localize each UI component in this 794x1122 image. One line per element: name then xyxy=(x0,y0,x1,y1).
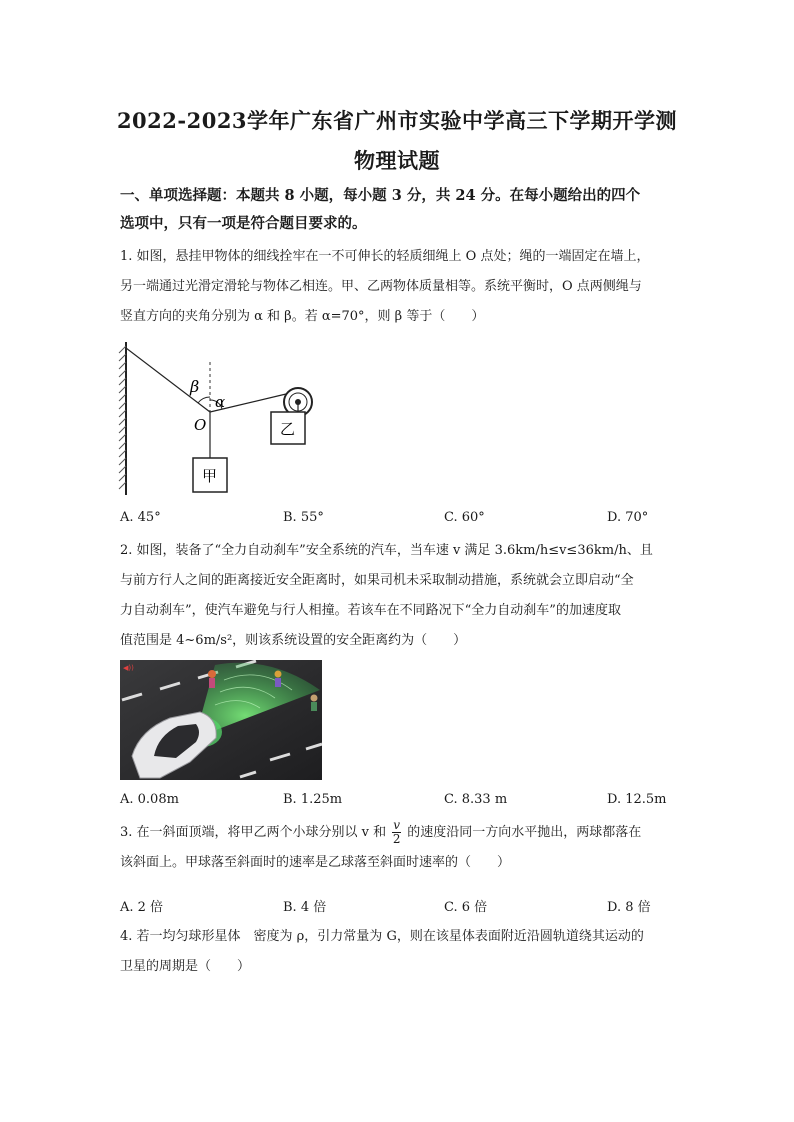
question-1-options xyxy=(120,510,680,530)
alert-icon: ◀)) xyxy=(123,664,134,672)
question-1-text xyxy=(120,242,680,332)
question-3-line2: 该斜面上。甲球落至斜面时的速率是乙球落至斜面时速率的（ ） xyxy=(120,855,511,870)
question-3-text xyxy=(120,818,680,878)
question-1-figure xyxy=(118,340,328,500)
pulley-axle xyxy=(295,399,301,405)
exam-title-line2: 物理试题 xyxy=(354,148,440,173)
q2-option-b: B. 1.25m xyxy=(283,792,343,807)
q2-option-c: C. 8.33 m xyxy=(444,792,508,807)
q2-option-a: A. 0.08m xyxy=(120,792,179,807)
pedestrian-3-icon xyxy=(311,695,318,702)
question-3-options xyxy=(120,896,680,916)
q3-option-c: C. 6 倍 xyxy=(444,900,488,915)
question-3-line1 xyxy=(120,818,680,848)
beta-arc xyxy=(198,397,210,403)
q1-option-c: C. 60° xyxy=(444,510,485,525)
label-o: O xyxy=(194,416,207,434)
question-2-line1: 2. 如图，装备了“全力自动刹车”安全系统的汽车，当车速 v 满足 3.6km/h≤v≤36km/h、且 xyxy=(120,543,653,558)
question-1-line2: 另一端通过光滑定滑轮与物体乙相连。甲、乙两物体质量相等。系统平衡时，O 点两侧绳与 xyxy=(120,279,642,294)
question-2-line4: 值范围是 4~6m/s²，则该系统设置的安全距离约为（ ） xyxy=(120,633,467,648)
fraction-denominator: 2 xyxy=(392,832,401,846)
section-heading-line2: 选项中，只有一项是符合题目要求的。 xyxy=(120,215,367,232)
question-3-line1-start: 3. 在一斜面顶端，将甲乙两个小球分别以 v 和 xyxy=(120,825,387,840)
q2-option-d: D. 12.5m xyxy=(607,792,667,807)
pedestrian-1-icon xyxy=(208,670,216,678)
section-heading-line1: 一、单项选择题：本题共 8 小题，每小题 3 分，共 24 分。在每小题给出的四个 xyxy=(120,187,641,204)
question-2-line3: 力自动刹车”，使汽车避免与行人相撞。若该车在不同路况下“全力自动刹车”的加速度取 xyxy=(120,603,621,618)
exam-title-line1: 2022-2023学年广东省广州市实验中学高三下学期开学测 xyxy=(116,108,678,133)
question-4-line1: 4. 若一均匀球形星体 密度为 ρ，引力常量为 G，则在该星体表面附近沿圆轨道绕其运动的 xyxy=(120,929,644,944)
question-2-line2: 与前方行人之间的距离接近安全距离时，如果司机未采取制动措施，系统就会立即启动“全 xyxy=(120,573,634,588)
q3-option-b: B. 4 倍 xyxy=(283,900,327,915)
question-1-line3: 竖直方向的夹角分别为 α 和 β。若 α=70°，则 β 等于（ ） xyxy=(120,309,485,324)
question-2-text xyxy=(120,536,680,656)
question-2-photo xyxy=(120,660,322,780)
q3-option-d: D. 8 倍 xyxy=(607,900,651,915)
label-yi: 乙 xyxy=(280,420,296,438)
label-beta: β xyxy=(190,377,200,396)
question-4-line2: 卫星的周期是（ ） xyxy=(120,959,251,974)
wall-hatching xyxy=(119,346,126,489)
pedestrian-2-body xyxy=(275,678,281,687)
pedestrian-3-body xyxy=(311,702,317,711)
q1-option-d: D. 70° xyxy=(607,510,649,525)
pedestrian-2-icon xyxy=(275,671,282,678)
q1-option-b: B. 55° xyxy=(283,510,324,525)
question-4-text xyxy=(120,922,680,982)
label-jia: 甲 xyxy=(202,467,218,485)
question-1-line1: 1. 如图，悬挂甲物体的细线拴牢在一不可伸长的轻质细绳上 O 点处；绳的一端固定在墙上， xyxy=(120,249,650,264)
v-over-2-fraction xyxy=(392,819,401,846)
section-heading xyxy=(120,182,680,238)
q3-option-a: A. 2 倍 xyxy=(120,900,164,915)
q1-option-a: A. 45° xyxy=(120,510,161,525)
question-3-line1-end: 的速度沿同一方向水平抛出，两球都落在 xyxy=(407,825,642,840)
fraction-numerator: v xyxy=(393,818,401,832)
label-alpha: α xyxy=(215,393,226,411)
question-2-options xyxy=(120,792,680,812)
pedestrian-1-body xyxy=(209,678,215,688)
